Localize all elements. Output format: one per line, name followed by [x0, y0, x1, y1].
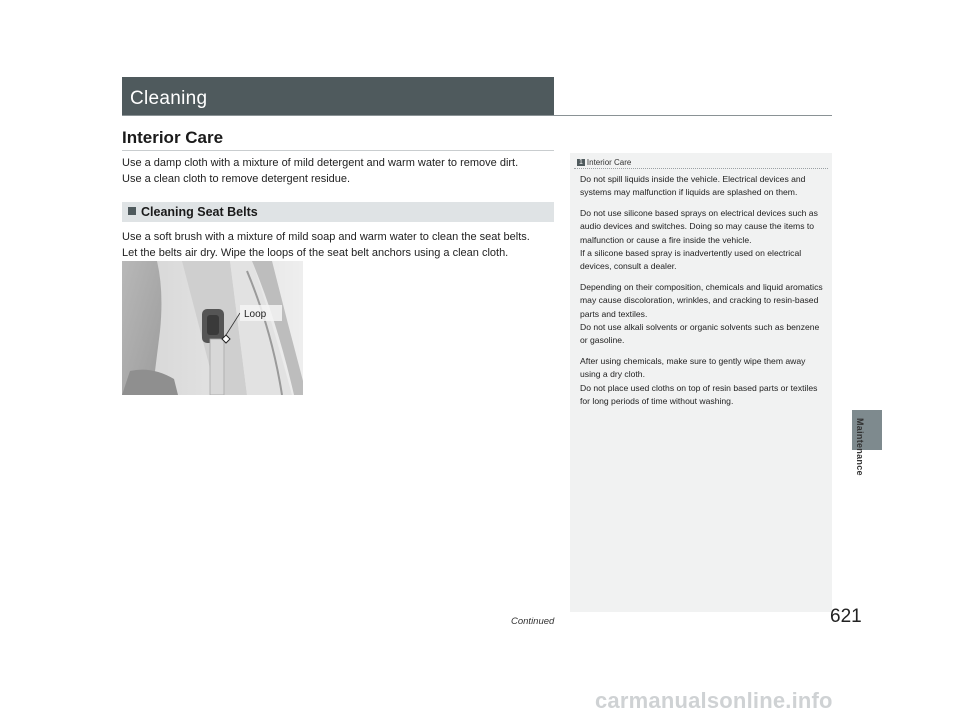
note-paragraph: Do not use silicone based sprays on electrical devices such as audio devices and switches. Doing so may cause the items to malfunction or cause a fire inside the vehicle. If a silicone based spray is inadvertently used on electrical devices, consult a dealer. [580, 207, 818, 272]
page-number: 621 [830, 606, 862, 627]
note-paragraph: Do not spill liquids inside the vehicle. Electrical devices and systems may malfunction if liquids are splashed on them. [580, 174, 806, 198]
note-divider [574, 168, 828, 169]
note-heading-text: Interior Care [586, 158, 632, 167]
subsection-body [122, 229, 562, 261]
intro-line: Use a clean cloth to remove detergent residue. [122, 173, 351, 185]
continued-label: Continued [511, 616, 555, 627]
loop-callout: Loop [244, 309, 267, 320]
square-bullet-icon [128, 207, 136, 215]
section-title: Interior Care [122, 128, 224, 147]
note-paragraph: Depending on their composition, chemicals and liquid aromatics may cause discoloration, wrinkles, and cracking to resin-based parts and textiles. Do not use alkali solvents or organic solvents such as benzene or gasoline. [580, 281, 823, 346]
chapter-title: Cleaning [130, 88, 208, 109]
body-line: Use a soft brush with a mixture of mild soap and warm water to clean the seat belts. [122, 231, 530, 243]
note-heading [577, 158, 631, 167]
chapter-tab-text: Maintenance [855, 418, 865, 476]
body-line: Let the belts air dry. Wipe the loops of the seat belt anchors using a clean cloth. [122, 247, 509, 259]
note-paragraph: After using chemicals, make sure to gently wipe them away using a dry cloth. Do not place used cloths on top of resin based parts or textiles for long periods of time without washing. [580, 355, 818, 407]
subsection-title-text: Cleaning Seat Belts [141, 205, 258, 219]
header-divider [122, 115, 832, 116]
intro-line: Use a damp cloth with a mixture of mild detergent and warm water to remove dirt. [122, 157, 519, 169]
watermark: carmanualsonline.info [595, 688, 833, 713]
seat-belt-loop-illustration [122, 261, 303, 395]
section-intro [122, 155, 562, 187]
seat-belt-drawing [122, 261, 303, 395]
section-divider [122, 150, 554, 151]
note-number-badge: 1 [579, 159, 583, 166]
subsection-title [128, 205, 258, 219]
chapter-tab-label [855, 418, 879, 508]
note-body [580, 173, 826, 416]
